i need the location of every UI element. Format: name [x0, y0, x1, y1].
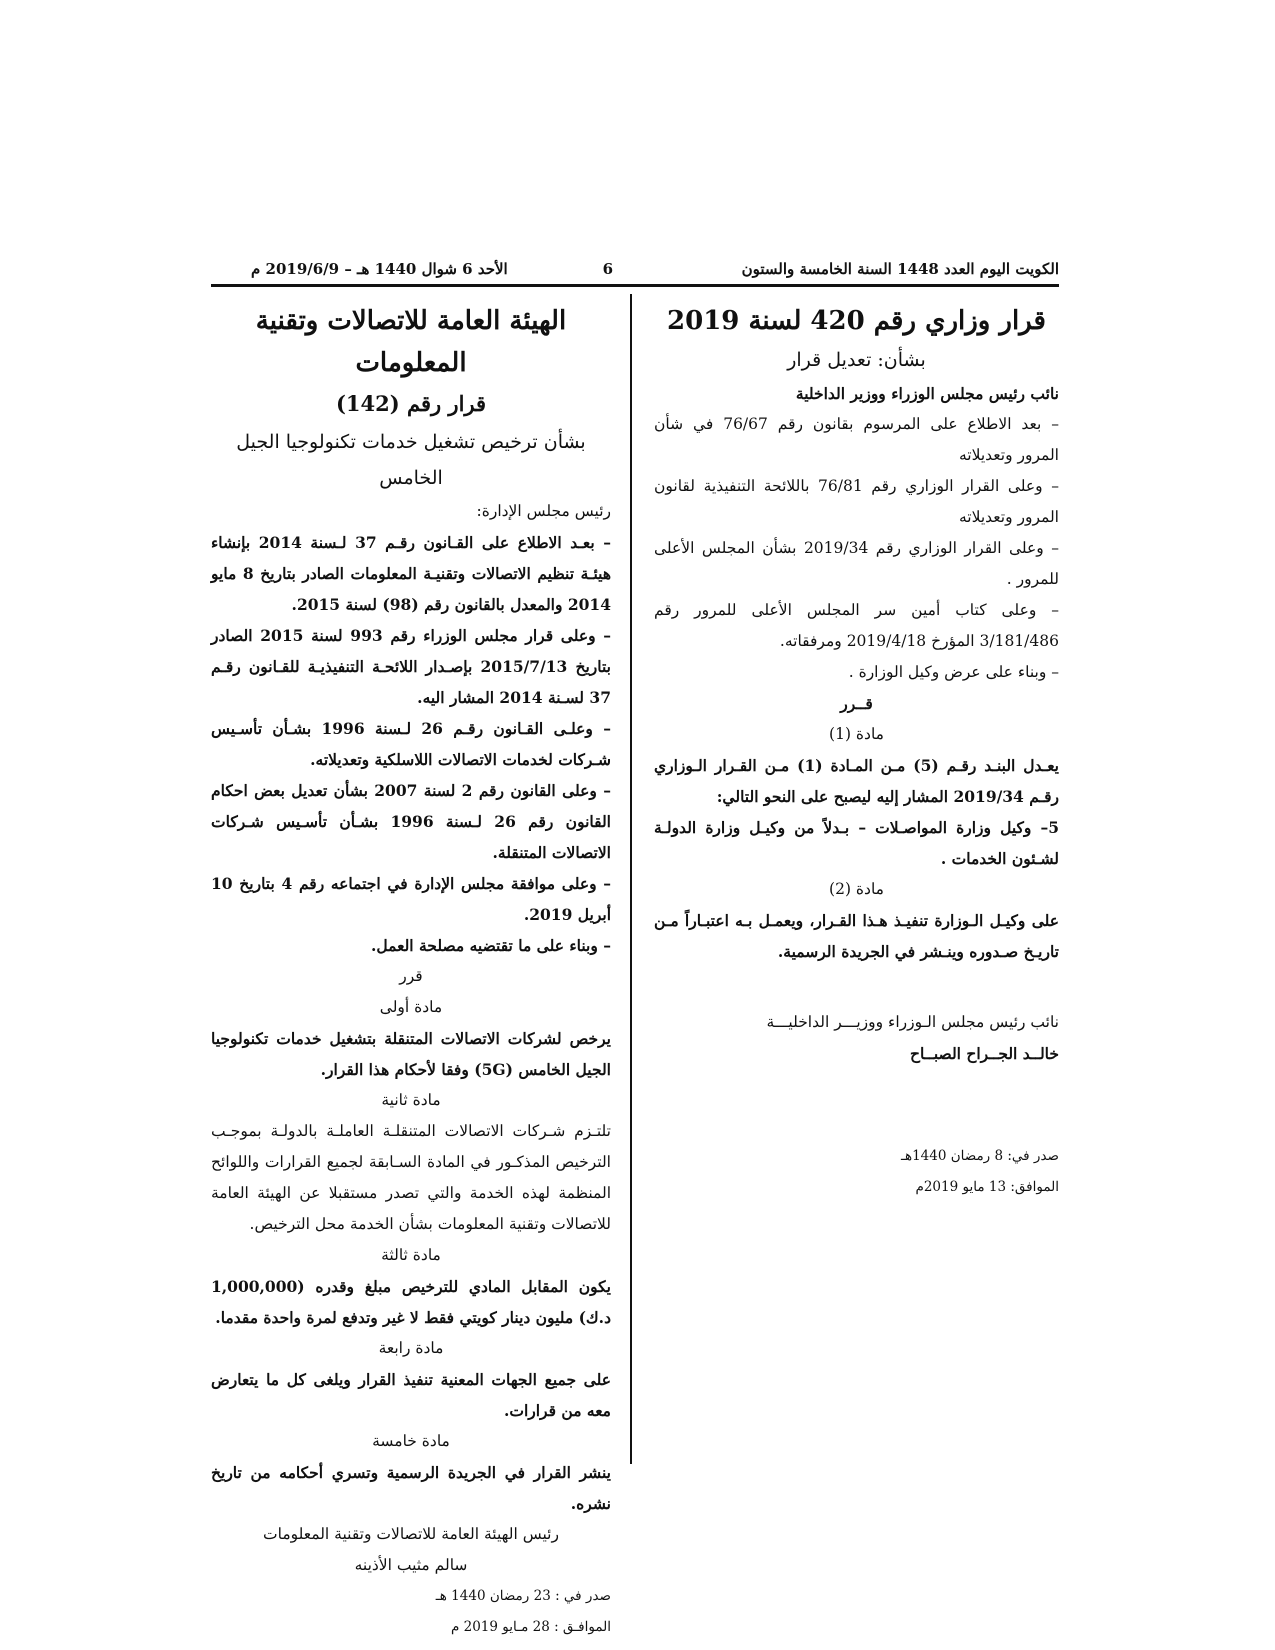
- issued-date: صدر في : 23 رمضان 1440 هـ: [435, 1588, 611, 1604]
- preamble-item: – بعـد الاطلاع على القـانون رقـم 37 لـسنة 2014 بإنشاء هيئـة تنظيم الاتصالات وتقنيـة المعلومات الصادر بتاريخ 8 مايو 2014 والمعدل بالقانون رقم (98) لسنة 2015.: [211, 533, 611, 614]
- signatory-title: نائب رئيس مجلس الـوزراء ووزيـــر الداخليـــة: [766, 1013, 1059, 1031]
- preamble-item: – وعلى موافقة مجلس الإدارة في اجتماعه رقم 4 بتاريخ 10 أبريل 2019.: [211, 874, 612, 924]
- column-divider: [630, 294, 632, 1464]
- article-text: على جميع الجهات المعنية تنفيذ القرار ويلغى كل ما يتعارض معه من قرارات.: [211, 1370, 611, 1420]
- header-date: الأحد 6 شوال 1440 هـ – 2019/6/9 م: [251, 260, 508, 278]
- article-text: يعـدل البنـد رقـم (5) مـن المـادة (1) مـن القـرار الـوزاري رقـم 2019/34 المشار إليه ليصبح على النحو التالي:: [654, 756, 1059, 806]
- decision-number: قرار رقم (142): [335, 391, 487, 416]
- article-text: ينشر القرار في الجريدة الرسمية وتسري أحكامه من تاريخ نشره.: [211, 1463, 611, 1513]
- decided-heading: قرر: [399, 967, 423, 985]
- corresponding-date: الموافـق : 28 مـايو 2019 م: [450, 1619, 611, 1635]
- article-heading: مادة ثانية: [381, 1091, 441, 1109]
- article-heading: مادة (2): [829, 880, 884, 898]
- signatory-name: سالم مثيب الأذينه: [354, 1556, 468, 1574]
- authority-name: الهيئة العامة للاتصالات وتقنية المعلومات: [255, 306, 567, 378]
- signatory-title: رئيس الهيئة العامة للاتصالات وتقنية المعلومات: [263, 1525, 559, 1543]
- page-header: [211, 256, 1059, 282]
- article-text: 5– وكيل وزارة المواصـلات – بـدلاً من وكيـل وزارة الدولـة لشـئون الخدمات .: [654, 818, 1059, 868]
- header-page-number: 6: [602, 260, 613, 278]
- decision-subject: بشأن: تعديل قرار: [787, 349, 926, 371]
- ministerial-decision-column: [654, 300, 1059, 1203]
- preamble-item: – وعلى كتاب أمين سر المجلس الأعلى للمرور رقم 3/181/486 المؤرخ 2019/4/18 ومرفقاته.: [654, 601, 1059, 650]
- article-text: على وكيـل الـوزارة تنفيـذ هـذا القـرار، ويعمـل بـه اعتبـاراً مـن تاريـخ صـدوره وينـشر في الجريدة الرسمية.: [654, 911, 1059, 961]
- preamble-item: – وعلى القانون رقم 2 لسنة 2007 بشأن تعديل بعض احكام القانون رقم 26 لـسنة 1996 بشـأن تأسـيس شـركات الاتصالات المتنقلة.: [211, 781, 611, 862]
- corresponding-date: الموافق: 13 مايو 2019م: [915, 1179, 1059, 1195]
- preamble-item: – وعلـى القـانون رقـم 26 لـسنة 1996 بشـأن تأسـيس شـركات لخدمات الاتصالات اللاسلكية وتعديلاته.: [211, 719, 611, 769]
- preamble-item: – وبناء على ما تقتضيه مصلحة العمل.: [371, 936, 611, 955]
- decision-issuer: رئيس مجلس الإدارة:: [476, 502, 611, 520]
- preamble-item: – وعلى القرار الوزاري رقم 76/81 باللائحة التنفيذية لقانون المرور وتعديلاته: [654, 477, 1059, 526]
- decision-issuer: نائب رئيس مجلس الوزراء ووزير الداخلية: [795, 384, 1059, 403]
- preamble-item: – وعلى القرار الوزاري رقم 2019/34 بشأن المجلس الأعلى للمرور .: [654, 539, 1059, 588]
- article-text: يرخص لشركات الاتصالات المتنقلة بتشغيل خدمات تكنولوجيا الجيل الخامس (5G) وفقا لأحكام هذا القرار.: [211, 1029, 611, 1079]
- article-text: يكون المقابل المادي للترخيص مبلغ وقدره (1,000,000 د.ك) مليون دينار كويتي فقط لا غير وتدفع لمرة واحدة مقدما.: [211, 1277, 611, 1327]
- issued-date: صدر في: 8 رمضان 1440هـ: [900, 1148, 1059, 1164]
- article-heading: مادة خامسة: [372, 1432, 450, 1450]
- article-heading: مادة (1): [829, 725, 884, 743]
- decision-subject: بشأن ترخيص تشغيل خدمات تكنولوجيا الجيل الخامس: [236, 431, 586, 489]
- preamble-item: – وبناء على عرض وكيل الوزارة .: [848, 663, 1059, 681]
- signatory-name: خالــد الجــراح الصبــاح: [910, 1044, 1059, 1063]
- preamble-item: – بعد الاطلاع على المرسوم بقانون رقم 76/67 في شأن المرور وتعديلاته: [654, 415, 1059, 464]
- decision-title: قرار وزاري رقم 420 لسنة 2019: [667, 306, 1046, 336]
- article-heading: مادة ثالثة: [381, 1246, 441, 1264]
- header-rule: [211, 284, 1059, 287]
- article-heading: مادة أولى: [379, 998, 443, 1016]
- article-text: تلتـزم شـركات الاتصالات المتنقلـة العاملـة بالدولـة بموجـب الترخيص المذكـور في المادة السـابقة لجميع القرارات واللوائح المنظمة لهذه الخدمة والتي تصدر مستقبلا عن الهيئة العامة للاتصالات وتقنية المعلومات بشأن الخدمة محل الترخيص.: [211, 1122, 611, 1233]
- citra-decision-column: [211, 300, 611, 1643]
- decided-heading: قــرر: [840, 694, 873, 713]
- preamble-item: – وعلى قرار مجلس الوزراء رقم 993 لسنة 2015 الصادر بتاريخ 2015/7/13 بإصـدار اللائحـة التنفيذيـة للقـانون رقـم 37 لسـنة 2014 المشار اليه.: [211, 626, 611, 707]
- header-issue: الكويت اليوم العدد 1448 السنة الخامسة والستون: [741, 260, 1059, 278]
- article-heading: مادة رابعة: [378, 1339, 444, 1357]
